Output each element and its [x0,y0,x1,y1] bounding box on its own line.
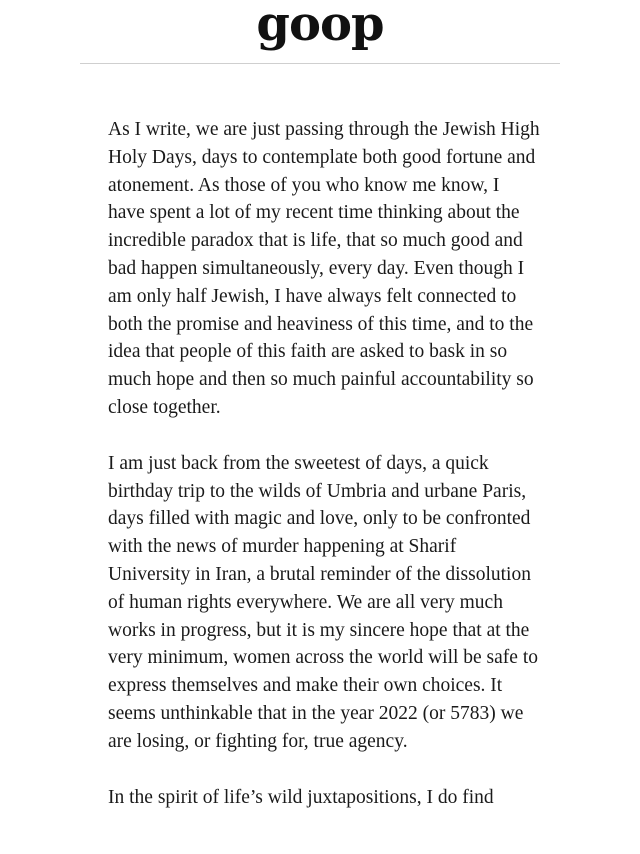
header-divider [80,63,560,64]
goop-logo[interactable]: goop [256,0,384,52]
site-header [0,0,640,64]
article-paragraph: As I write, we are just passing through the Jewish High Holy Days, days to contemplate both good fortune and atonement. As those of you who know me know, I have spent a lot of my recent time thinking about the incredible paradox that is life, that so much good and bad happen simultaneously, every day. Even though I am only half Jewish, I have always felt connected to both the promise and heaviness of this time, and to the idea that people of this faith are asked to bask in so much hope and then so much painful accountability so close together. [108,119,540,418]
article-body [108,116,540,839]
article-paragraph: I am just back from the sweetest of days, a quick birthday trip to the wilds of Umbria and urbane Paris, days filled with magic and love, only to be confronted with the news of murder happening at Sharif University in Iran, a brutal reminder of the dissolution of human rights everywhere. We are all very much works in progress, but it is my sincere hope that at the very minimum, women across the world will be safe to express themselves and make their own choices. It seems unthinkable that in the year 2022 (or 5783) we are losing, or fighting for, true agency. [108,452,538,752]
article-paragraph: In the spirit of life’s wild juxtapositions, I do find [108,786,494,808]
